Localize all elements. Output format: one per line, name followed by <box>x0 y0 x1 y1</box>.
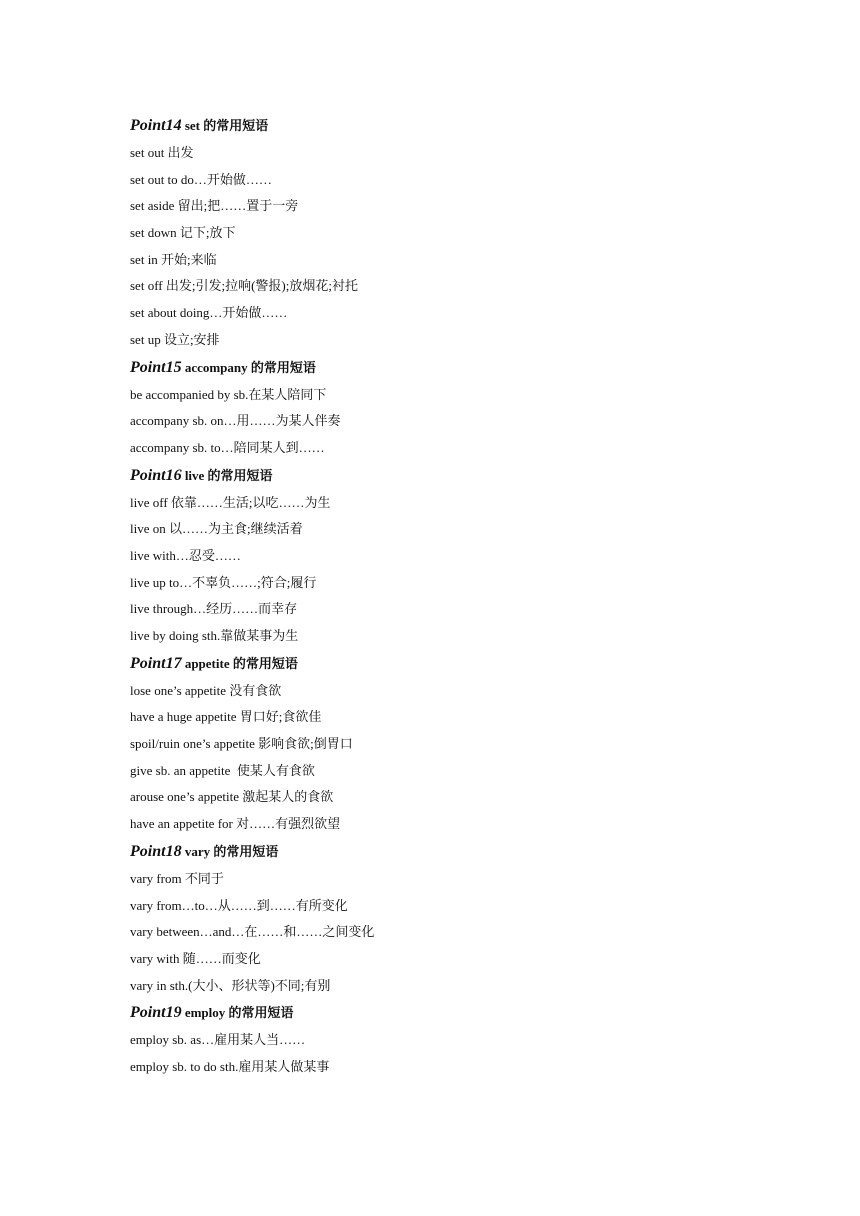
section-topic: vary 的常用短语 <box>181 843 279 859</box>
phrase-item: live through…经历……而幸存 <box>130 601 298 617</box>
phrase-item: set aside 留出;把……置于一旁 <box>130 198 299 214</box>
phrase-item: set down 记下;放下 <box>130 225 236 241</box>
phrase-item: employ sb. to do sth.雇用某人做某事 <box>130 1058 330 1074</box>
phrase-item: live on 以……为主食;继续活着 <box>130 521 303 537</box>
phrase-item: vary from 不同于 <box>130 870 224 886</box>
section-topic: set 的常用短语 <box>181 118 269 133</box>
section-heading <box>130 462 810 490</box>
section-topic: employ 的常用短语 <box>181 1005 294 1021</box>
phrase-item: have a huge appetite 胃口好;食欲佳 <box>130 709 322 725</box>
phrase-item: vary between…and…在……和……之间变化 <box>130 924 375 940</box>
phrase-item: live up to…不辜负……;符合;履行 <box>130 574 317 590</box>
point-number: Point16 <box>130 466 182 484</box>
phrase-item: set off 出发;引发;拉响(警报);放烟花;衬托 <box>130 278 358 294</box>
document-body <box>130 112 810 1081</box>
phrase-item: set out to do…开始做…… <box>130 171 272 187</box>
phrase-item: set about doing…开始做…… <box>130 305 288 321</box>
phrase-item: set up 设立;安排 <box>130 331 220 347</box>
phrase-item: be accompanied by sb.在某人陪同下 <box>130 386 327 402</box>
phrase-item: vary in sth.(大小、形状等)不同;有别 <box>130 977 331 993</box>
section-heading <box>130 838 810 866</box>
phrase-section <box>130 999 810 1080</box>
phrase-section <box>130 112 810 354</box>
point-number: Point14 <box>130 117 182 134</box>
phrase-item: accompany sb. to…陪同某人到…… <box>130 439 325 455</box>
phrase-item: vary from…to…从……到……有所变化 <box>130 897 348 913</box>
phrase-item: lose one’s appetite 没有食欲 <box>130 682 282 698</box>
phrase-item: set in 开始;来临 <box>130 251 217 267</box>
point-number: Point19 <box>130 1004 182 1022</box>
phrase-item: live with…忍受…… <box>130 547 241 563</box>
phrase-item: employ sb. as…雇用某人当…… <box>130 1032 306 1048</box>
section-topic: accompany 的常用短语 <box>181 359 316 375</box>
phrase-item: set out 出发 <box>130 145 194 160</box>
phrase-item: have an appetite for 对……有强烈欲望 <box>130 816 341 832</box>
point-number: Point17 <box>130 654 182 672</box>
phrase-item: arouse one’s appetite 激起某人的食欲 <box>130 789 334 805</box>
phrase-section <box>130 462 810 650</box>
section-heading <box>130 999 810 1027</box>
phrase-section <box>130 354 810 462</box>
section-topic: live 的常用短语 <box>181 467 273 483</box>
section-heading <box>130 650 810 678</box>
phrase-section <box>130 838 810 999</box>
section-topic: appetite 的常用短语 <box>181 655 298 671</box>
section-heading <box>130 112 810 140</box>
phrase-item: live off 依靠……生活;以吃……为生 <box>130 494 331 510</box>
point-number: Point15 <box>130 358 182 376</box>
phrase-item: accompany sb. on…用……为某人伴奏 <box>130 413 341 429</box>
phrase-item: live by doing sth.靠做某事为生 <box>130 628 299 643</box>
section-heading <box>130 354 810 382</box>
point-number: Point18 <box>130 842 182 860</box>
phrase-item: spoil/ruin one’s appetite 影响食欲;倒胃口 <box>130 736 353 752</box>
phrase-section <box>130 650 810 838</box>
phrase-item: vary with 随……而变化 <box>130 950 261 966</box>
phrase-item: give sb. an appetite 使某人有食欲 <box>130 762 315 778</box>
